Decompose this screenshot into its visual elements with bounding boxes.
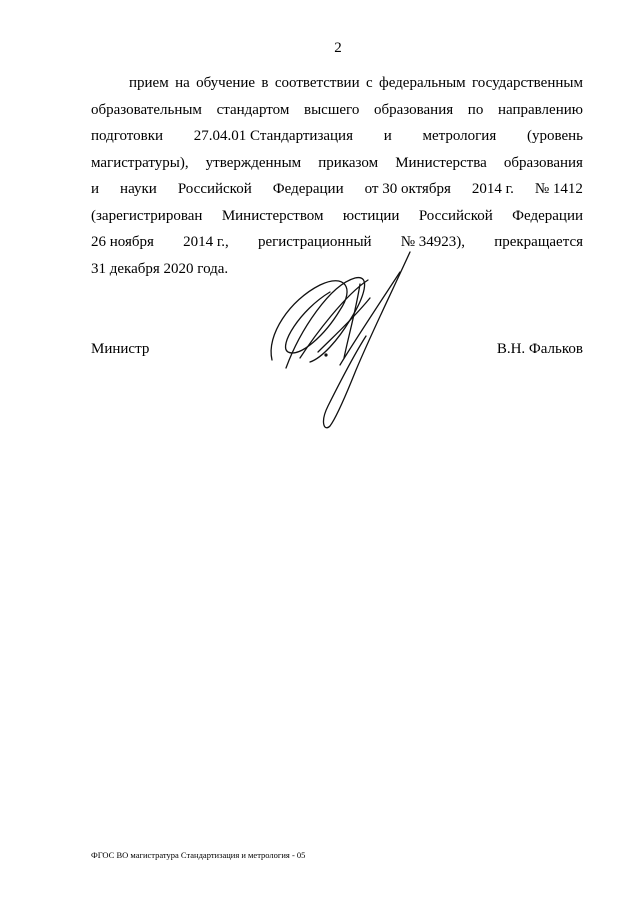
word: Министерства [395,154,487,171]
word: направлению [498,101,583,118]
word: стандартом [216,101,290,118]
word: федеральным [378,75,466,91]
word: Федерации [272,181,344,197]
word: метрология [422,128,497,144]
word: на [175,75,190,91]
word: с [365,75,373,91]
paragraph-line [91,150,583,177]
paragraph-line [91,123,583,150]
paragraph-line [91,70,583,97]
word: 26 ноября [91,234,154,250]
word: регистрационный [257,234,372,250]
word: 2014 г. [471,181,514,197]
word: подготовки [91,128,164,144]
word: приказом [318,154,379,171]
signatory-position: Министр [91,341,150,357]
word: науки [120,181,157,197]
paragraph-line [91,176,583,203]
word: прекращается [494,234,583,250]
word: Министерством [221,207,324,224]
word: 31 декабря 2020 года. [91,260,229,277]
word: утвержденным [205,154,302,171]
word: в [261,75,269,91]
signatory-name: В.Н. Фальков [496,341,583,357]
word: и [91,181,100,197]
word: 2014 г., [183,234,229,250]
paragraph-line [91,203,583,230]
word: (зарегистрирован [91,207,203,224]
handwritten-signature [260,240,430,440]
page-number: 2 [334,40,342,56]
word: юстиции [342,207,400,224]
word: от 30 октября [364,181,451,197]
word: обучение [196,75,256,91]
word: Федерации [512,207,583,224]
word: магистратуры), [91,154,189,171]
word: № 1412 [534,181,583,197]
word: образовательным [91,101,202,118]
word: прием [129,75,169,91]
word: соответствии [274,75,360,91]
word: образования [503,154,583,171]
word: 27.04.01 Стандартизация [193,128,353,144]
word: Российской [177,181,252,197]
word: (уровень [526,128,583,144]
paragraph-line [91,97,583,124]
document-footer: ФГОС ВО магистратура Стандартизация и метрология - 05 [91,850,306,860]
word: по [467,101,484,118]
word: Российской [418,207,493,224]
signature-block [91,341,583,358]
word: высшего [304,101,360,118]
word: № 34923), [400,234,466,250]
word: образования [374,101,454,118]
word: и [383,128,392,144]
word: государственным [472,75,583,91]
